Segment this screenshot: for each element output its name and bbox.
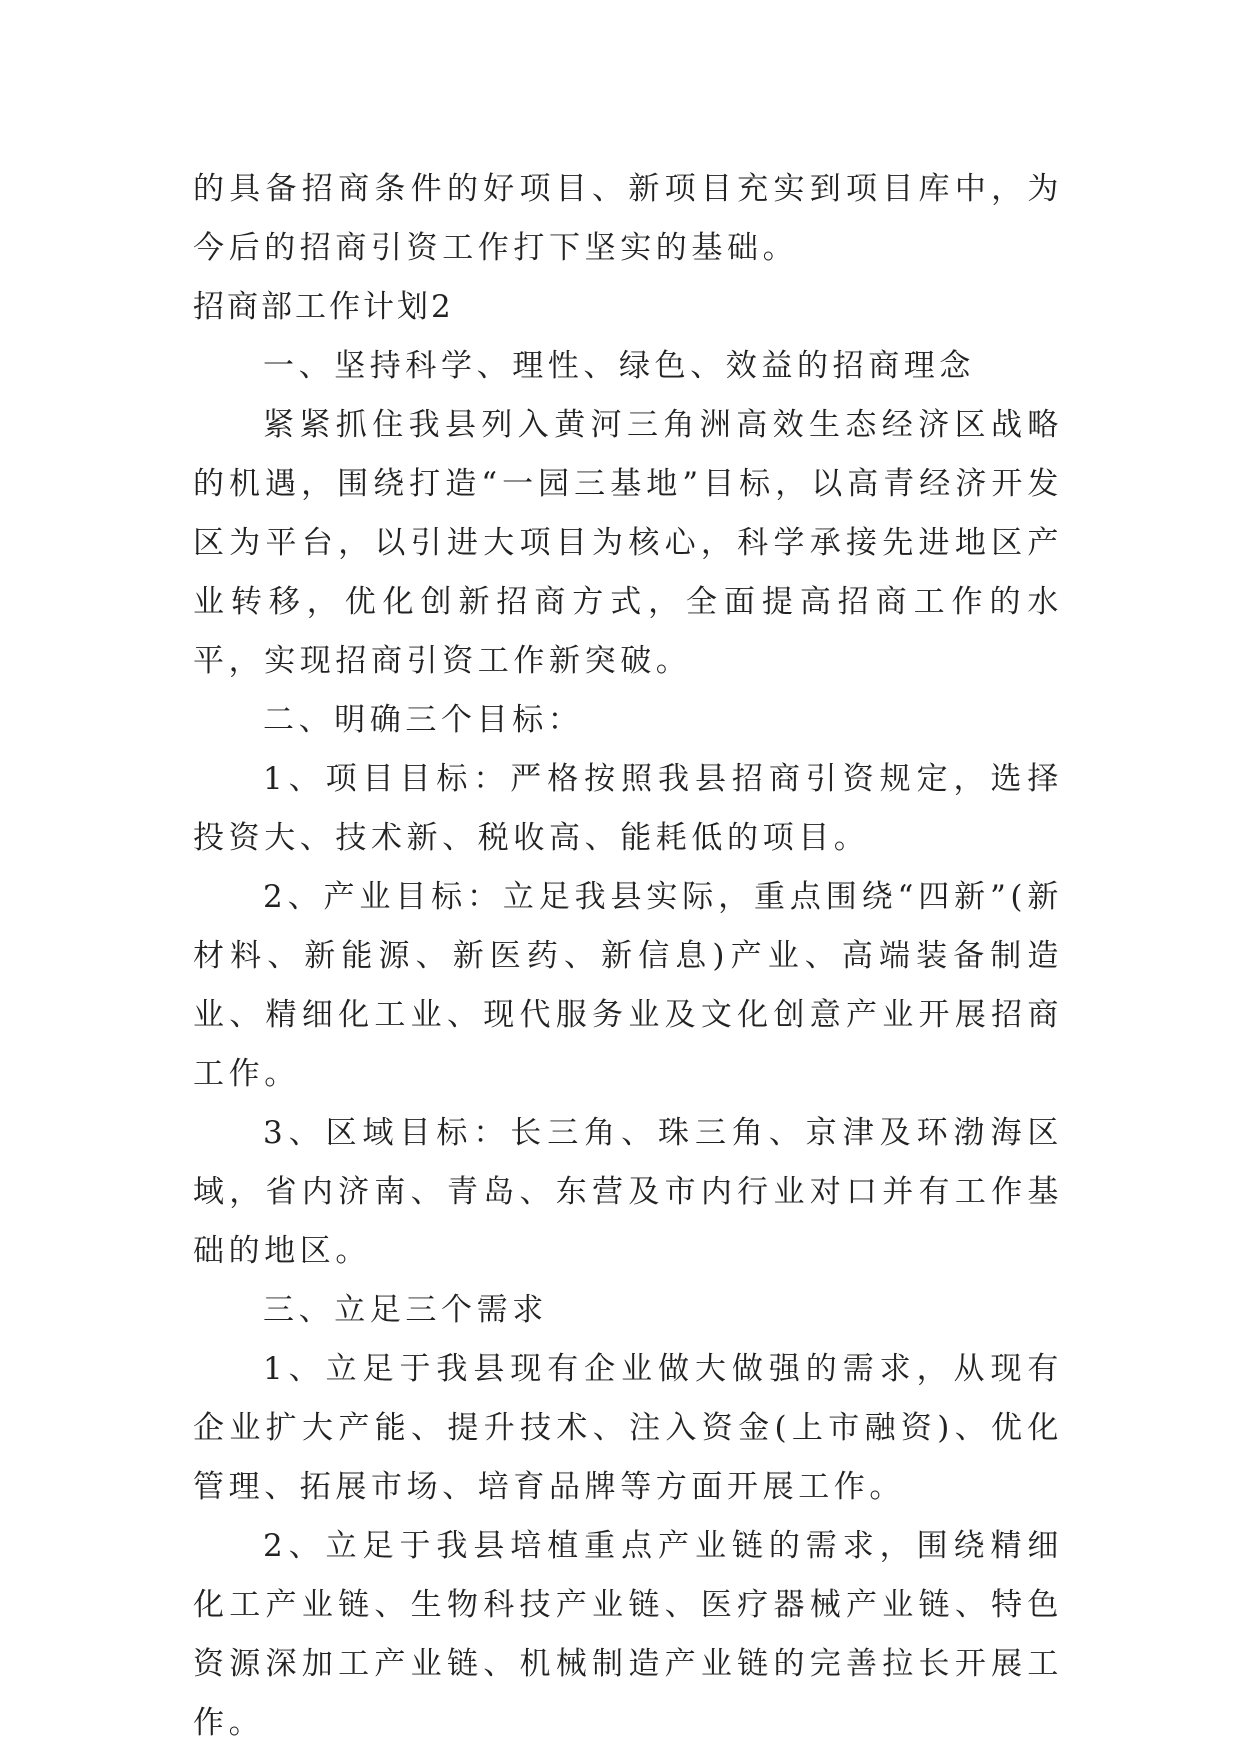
section-title: 招商部工作计划2 [193,289,454,325]
document-body [193,160,1063,1753]
paragraph-intro: 紧紧抓住我县列入黄河三角洲高效生态经济区战略的机遇，围绕打造“一园三基地”目标，以高青经济开发区为平台，以引进大项目为核心，科学承接先进地区产业转移，优化创新招商方式，全面提高招商工作的水平，实现招商引资工作新突破。 [193,407,1063,679]
list-item-project-goal: 1、项目目标：严格按照我县招商引资规定，选择投资大、技术新、税收高、能耗低的项目。 [193,761,1063,856]
list-item-region-goal: 3、区域目标：长三角、珠三角、京津及环渤海区域，省内济南、青岛、东营及市内行业对口并有工作基础的地区。 [193,1115,1063,1269]
heading-one: 一、坚持科学、理性、绿色、效益的招商理念 [263,348,975,384]
paragraph-continuation: 的具备招商条件的好项目、新项目充实到项目库中，为今后的招商引资工作打下坚实的基础。 [193,171,1063,266]
heading-two: 二、明确三个目标： [263,702,584,738]
list-item-enterprise-need: 1、立足于我县现有企业做大做强的需求，从现有企业扩大产能、提升技术、注入资金(上市融资)、优化管理、拓展市场、培育品牌等方面开展工作。 [193,1351,1063,1505]
list-item-industry-chain-need: 2、立足于我县培植重点产业链的需求，围绕精细化工产业链、生物科技产业链、医疗器械产业链、特色资源深加工产业链、机械制造产业链的完善拉长开展工作。 [193,1528,1063,1741]
list-item-industry-goal: 2、产业目标：立足我县实际，重点围绕“四新”(新材料、新能源、新医药、新信息)产业、高端装备制造业、精细化工业、现代服务业及文化创意产业开展招商工作。 [193,879,1063,1092]
heading-three: 三、立足三个需求 [263,1292,548,1328]
